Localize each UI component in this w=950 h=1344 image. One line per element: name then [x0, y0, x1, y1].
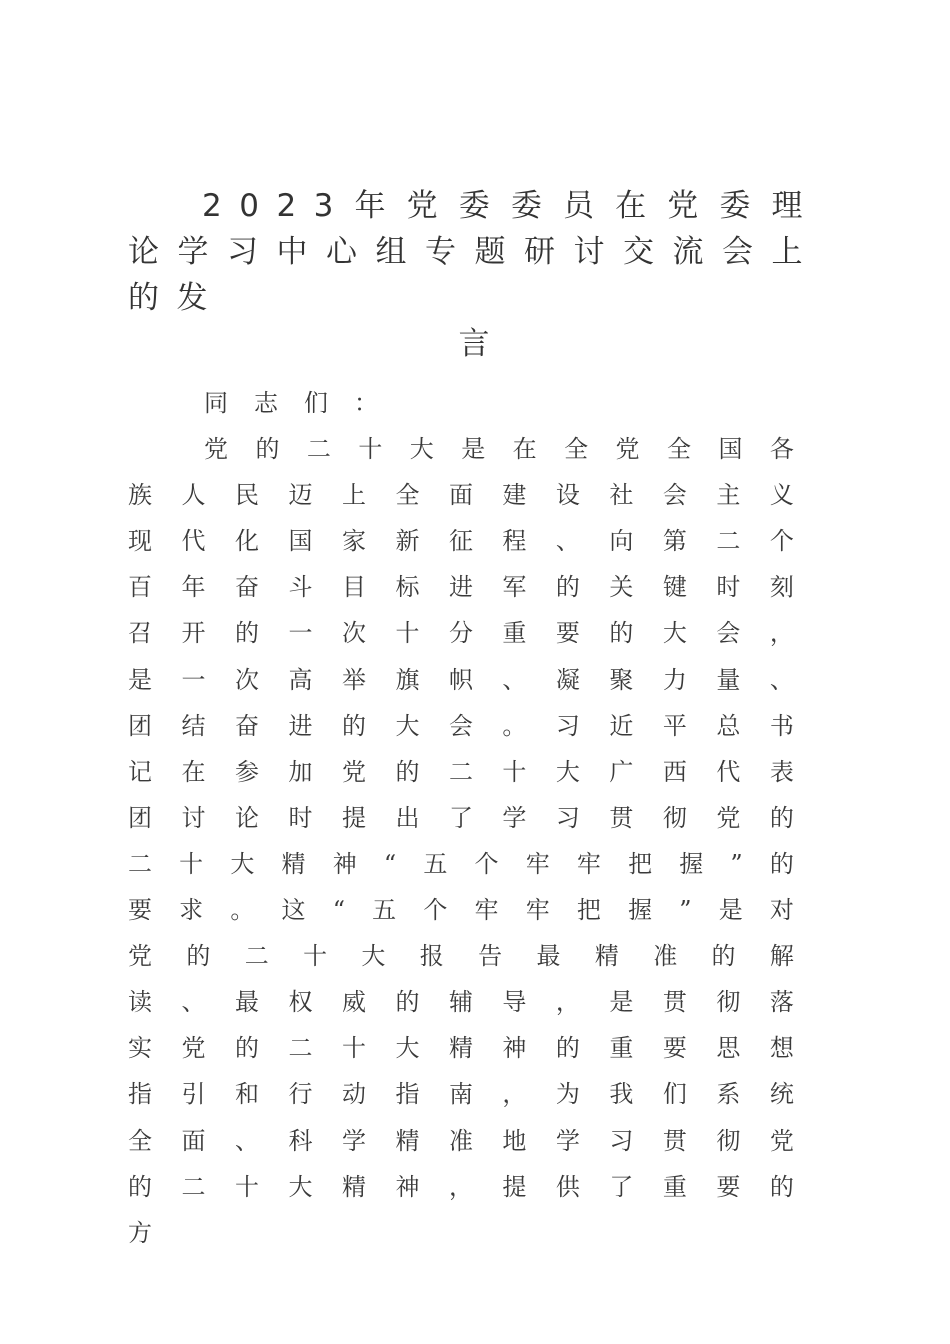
- document-title-last-line: 言: [458, 326, 490, 362]
- salutation: 同志们：: [204, 389, 404, 417]
- document-body: [128, 380, 820, 1256]
- body-paragraph: 党的二十大是在全党全国各族人民迈上全面建设社会主义现代化国家新征程、向第二个百年奋斗目标进军的关键时刻召开的一次十分重要的大会，是一次高举旗帜、凝聚力量、团结奋进的大会。习近平总书记在参加党的二十大广西代表团讨论时提出了学习贯彻党的二十大精神“五个牢牢把握”的要求。这“五个牢牢把握”是对党的二十大报告最精准的解读、最权威的辅导，是贯彻落实党的二十大精神的重要思想指引和行动指南，为我们系统全面、科学精准地学习贯彻党的二十大精神，提供了重要的方: [128, 435, 820, 1247]
- document-title: [128, 183, 820, 367]
- document-title-main: 2023年党委委员在党委理论学习中心组专题研讨交流会上的发: [128, 188, 820, 316]
